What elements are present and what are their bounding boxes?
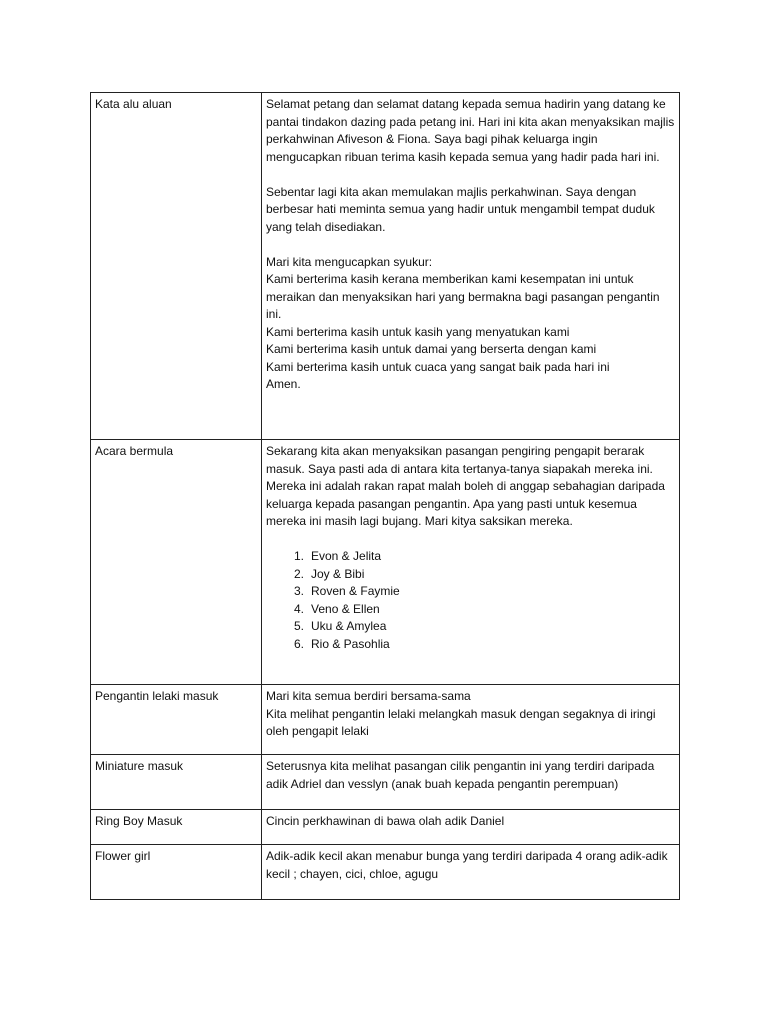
- paragraph: Adik-adik kecil akan menabur bunga yang terdiri daripada 4 orang adik-adik kecil ; chayen, cici, chloe, agugu: [266, 849, 668, 881]
- table-row: [91, 755, 680, 810]
- table-row: [91, 685, 680, 755]
- paragraph: Mari kita mengucapkan syukur:: [266, 254, 433, 269]
- list-item: 6. Rio & Pasohlia: [293, 636, 390, 651]
- row-content-cell: [262, 440, 680, 685]
- row-label: Acara bermula: [95, 444, 174, 458]
- paragraph: Sebentar lagi kita akan memulakan majlis perkahwinan. Saya dengan berbesar hati meminta semua yang hadir untuk mengambil tempat duduk yang telah disediakan.: [266, 184, 655, 234]
- list-item: 3. Roven & Faymie: [293, 584, 400, 598]
- paragraph: Kami berterima kasih untuk kasih yang menyatukan kami: [266, 324, 570, 339]
- row-label-cell: [91, 810, 262, 845]
- paragraph: Kita melihat pengantin lelaki melangkah masuk dengan segaknya di iringi oleh pengapit lelaki: [266, 706, 656, 738]
- row-content-cell: [262, 93, 680, 440]
- paragraph: Seterusnya kita melihat pasangan cilik pengantin ini yang terdiri daripada adik Adriel dan vesslyn (anak buah kepada pengantin perempuan): [266, 759, 655, 791]
- paragraph: Selamat petang dan selamat datang kepada semua hadirin yang datang ke pantai tindakon dazing pada petang ini. Hari ini kita akan menyaksikan majlis perkahwinan Afiveson & Fiona. Saya bagi pihak keluarga ingin mengucapkan ribuan terima kasih kepada semua yang hadir pada hari ini.: [266, 97, 675, 164]
- row-label-cell: [91, 440, 262, 685]
- table-row: [91, 93, 680, 440]
- paragraph: Kami berterima kasih untuk damai yang berserta dengan kami: [266, 342, 597, 356]
- row-label-cell: [91, 845, 262, 900]
- list-item: 4. Veno & Ellen: [293, 601, 380, 616]
- row-label: Ring Boy Masuk: [95, 814, 183, 828]
- paragraph: Cincin perkhawinan di bawa olah adik Daniel: [266, 814, 505, 828]
- row-label-cell: [91, 93, 262, 440]
- row-label: Flower girl: [95, 849, 151, 863]
- row-content-cell: [262, 810, 680, 845]
- row-content-cell: [262, 845, 680, 900]
- table-row: [91, 440, 680, 685]
- row-label-cell: [91, 685, 262, 755]
- row-label: Miniature masuk: [95, 759, 184, 773]
- program-table: [90, 92, 680, 900]
- paragraph: Mari kita semua berdiri bersama-sama: [266, 689, 471, 703]
- couples-list: [266, 548, 675, 653]
- paragraph: Amen.: [266, 377, 301, 391]
- paragraph: Sekarang kita akan menyaksikan pasangan pengiring pengapit berarak masuk. Saya pasti ada di antara kita tertanya-tanya siapakah mereka ini. Mereka ini adalah rakan rapat malah boleh di anggap sebahagian daripada keluarga kepada pasangan pengantin. Apa yang pasti untuk kesemua mereka ini masih lagi bujang. Mari kitya saksikan mereka.: [266, 444, 665, 528]
- paragraph: Kami berterima kasih untuk cuaca yang sangat baik pada hari ini: [266, 359, 610, 374]
- table-row: [91, 845, 680, 900]
- row-content-cell: [262, 685, 680, 755]
- paragraph: Kami berterima kasih kerana memberikan kami kesempatan ini untuk meraikan dan menyaksikan hari yang bermakna bagi pasangan pengantin ini.: [266, 272, 660, 321]
- row-label: Kata alu aluan: [95, 97, 172, 111]
- row-content-cell: [262, 755, 680, 810]
- list-item: 5. Uku & Amylea: [293, 619, 387, 633]
- list-item: 1. Evon & Jelita: [293, 549, 382, 563]
- table-row: [91, 810, 680, 845]
- list-item: 2. Joy & Bibi: [293, 566, 365, 581]
- row-label-cell: [91, 755, 262, 810]
- row-label: Pengantin lelaki masuk: [95, 689, 219, 703]
